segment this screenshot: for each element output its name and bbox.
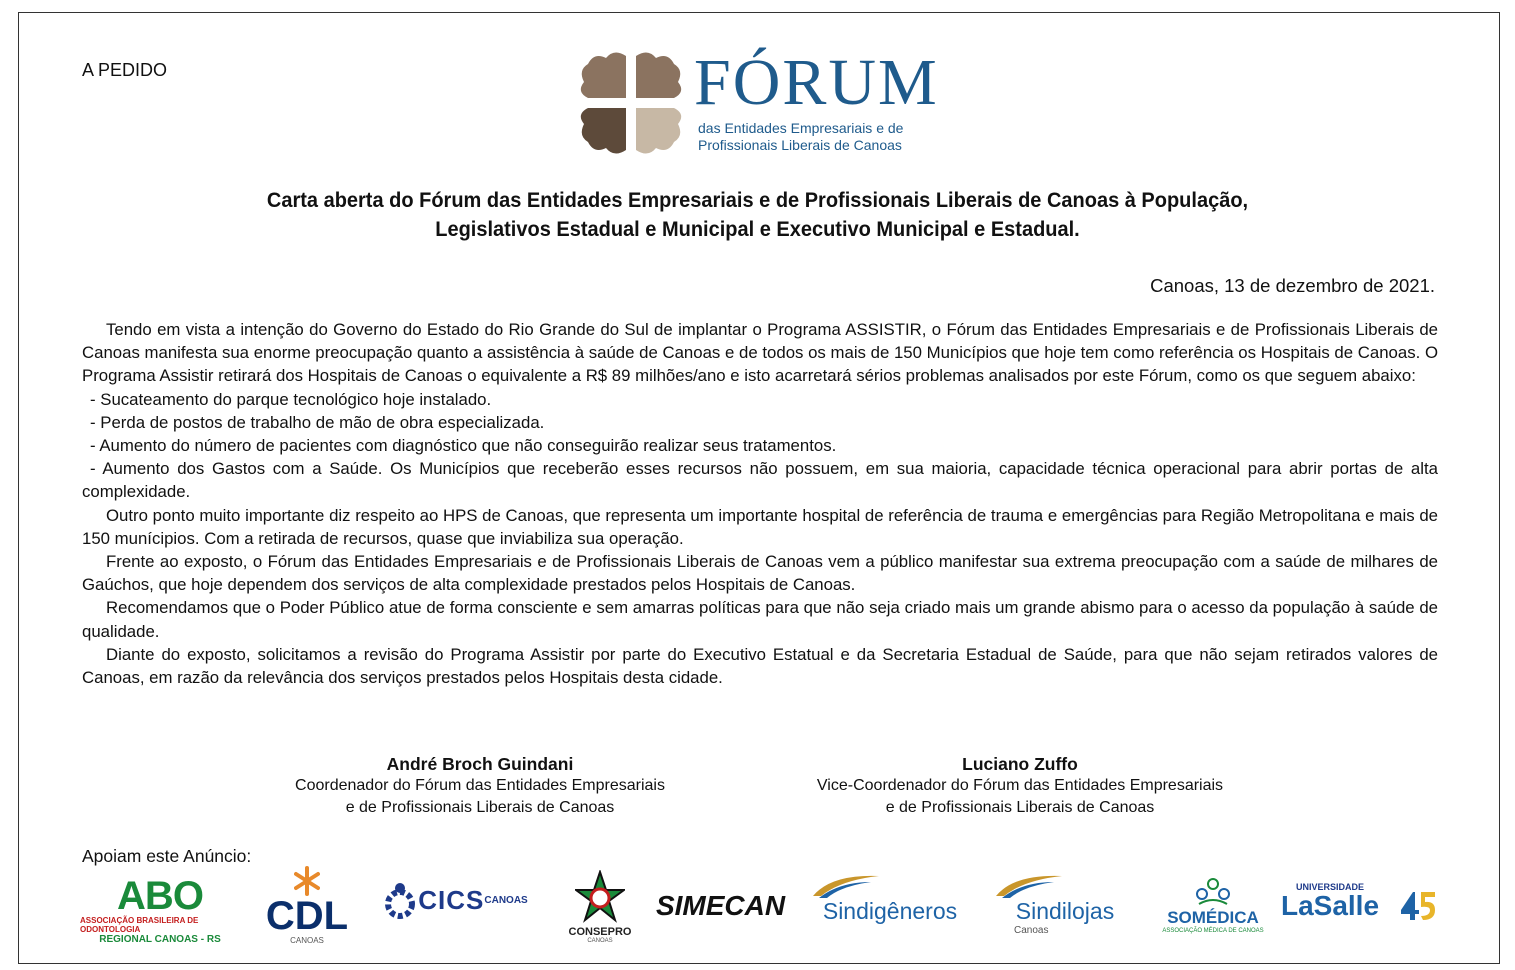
abo-logo-text: ABO: [117, 874, 203, 918]
signature-name: André Broch Guindani: [386, 754, 574, 774]
forum-logo-sub-line1: das Entidades Empresariais e de: [698, 120, 904, 136]
somedica-logo: [1158, 878, 1268, 934]
consepro-logo-text: CONSEPRO: [568, 926, 632, 938]
letter-title-line2: Legislativos Estadual e Municipal e Executivo Municipal e Estadual.: [435, 217, 1080, 241]
consepro-logo: [555, 870, 645, 944]
paragraph: Tendo em vista a intenção do Governo do Estado do Rio Grande do Sul de implantar o Programa ASSISTIR, o Fórum das Entidades Empresariais e de Profissionais Liberais de Canoas manifesta sua enorme preocupação quanto a assistência à saúde de Canoas e de todos os mais de 150 Municípios que hoje tem como referência os Hospitais de Canoas. O Programa Assistir retirará dos Hospitais de Canoas o equivalente a R$ 89 milhões/ano e isto acarretará sérios problemas analisados por este Fórum, como os que seguem abaixo:: [82, 320, 1438, 386]
cics-logo-suffix: CANOAS: [484, 894, 528, 906]
simecan-logo: [655, 890, 786, 922]
paragraph: Frente ao exposto, o Fórum das Entidades Empresariais e de Profissionais Liberais de Canoas vem a público manifestar sua extrema preocupação com a saúde de milhares de Gaúchos, que hoje dependem dos serviços de alta complexidade prestados pelos Hospitais de Canoas.: [82, 552, 1438, 595]
forum-emblem-icon: [576, 48, 686, 158]
signature-vice-coordinator: [800, 753, 1240, 819]
sponsor-logos: [80, 866, 1450, 962]
abo-logo-sub2: REGIONAL CANOAS - RS: [99, 934, 221, 945]
signature-role: e de Profissionais Liberais de Canoas: [885, 799, 1155, 816]
signature-role: Coordenador do Fórum das Entidades Empresariais: [295, 777, 665, 794]
somedica-logo-sub: ASSOCIAÇÃO MÉDICA DE CANOAS: [1162, 928, 1264, 934]
anniversary-45-logo: [1395, 888, 1439, 924]
lasalle-logo-text: LaSalle: [1280, 890, 1380, 921]
list-item: - Sucateamento do parque tecnológico hoje instalado.: [90, 389, 492, 409]
abo-logo-sub: ASSOCIAÇÃO BRASILEIRA DE ODONTOLOGIA: [80, 916, 199, 934]
anniversary-45-icon: [1397, 888, 1437, 924]
consepro-logo-sub: CANOAS: [587, 938, 613, 944]
letter-title-line1: Carta aberta do Fórum das Entidades Empresariais e de Profissionais Liberais de Canoas à População,: [266, 188, 1249, 212]
support-label: Apoiam este Anúncio:: [82, 846, 252, 866]
sindilojas-logo-text: Sindilojas: [1015, 898, 1115, 924]
signature-role: e de Profissionais Liberais de Canoas: [345, 799, 615, 816]
paragraph: Outro ponto muito importante diz respeito ao HPS de Canoas, que representa um importante hospital de referência de trauma e emergências para Região Metropolitana e mais de 150 munícipios. Com a retirada de recursos, quase que inviabiliza sua operação.: [82, 505, 1438, 548]
list-item: - Perda de postos de trabalho de mão de obra especializada.: [90, 412, 545, 432]
list-item: - Aumento dos Gastos com a Saúde. Os Municípios que receberão esses recursos não possuem, em sua maioria, capacidade técnica operacional para abrir portas de alta complexidade.: [82, 459, 1438, 502]
sindigeneros-logo: [805, 872, 975, 925]
gear-icon: [382, 880, 418, 920]
sindigeneros-logo-text: Sindigêneros: [822, 898, 958, 924]
cdl-logo-sub: CANOAS: [290, 936, 324, 945]
forum-logo-word: FÓRUM: [694, 46, 939, 119]
somedica-logo-text: SOMÉDICA: [1167, 908, 1259, 927]
signature-coordinator: [260, 753, 700, 819]
a-pedido-label: A PEDIDO: [82, 60, 168, 80]
lasalle-logo-top: UNIVERSIDADE: [1295, 882, 1364, 892]
paragraph: Diante do exposto, solicitamos a revisão do Programa Assistir por parte do Executivo Estatual e da Secretaria Estadual de Saúde, para que não sejam retirados valores de Canoas, em razão da relevância dos serviços prestados pelos Hospitais desta cidade.: [82, 644, 1438, 688]
simecan-logo-text: SIMECAN: [655, 890, 786, 921]
consepro-star-icon: [575, 870, 625, 926]
forum-logo: [576, 48, 956, 160]
list-item: - Aumento do número de pacientes com diagnóstico que não conseguirão realizar seus tratamentos.: [90, 436, 837, 456]
swoosh-icon: [994, 872, 1064, 898]
cics-logo: [370, 880, 540, 920]
signature-role: Vice-Coordenador do Fórum das Entidades Empresariais: [816, 777, 1224, 794]
people-icon: [1193, 878, 1233, 908]
letter-title: [146, 186, 1369, 244]
sindilojas-logo-sub: Canoas: [1014, 925, 1049, 936]
letter-body: [82, 318, 1438, 689]
cdl-logo: [265, 866, 349, 945]
swoosh-icon: [811, 872, 881, 898]
star-icon: [294, 866, 320, 896]
letter-date: Canoas, 13 de dezembro de 2021.: [1150, 275, 1435, 296]
cdl-logo-text: CDL: [265, 894, 349, 938]
signature-name: Luciano Zuffo: [962, 754, 1078, 774]
lasalle-logo: [1280, 882, 1380, 920]
paragraph: Recomendamos que o Poder Público atue de forma consciente e sem amarras políticas para que não seja criado mais um grande abismo para o acesso da população à saúde de qualidade.: [82, 598, 1438, 641]
forum-logo-subtitle: [698, 120, 903, 154]
sindilojas-logo: [990, 872, 1140, 936]
forum-logo-sub-line2: Profissionais Liberais de Canoas: [698, 137, 902, 153]
abo-logo: [80, 876, 240, 945]
cics-logo-text: CICS: [418, 884, 485, 915]
